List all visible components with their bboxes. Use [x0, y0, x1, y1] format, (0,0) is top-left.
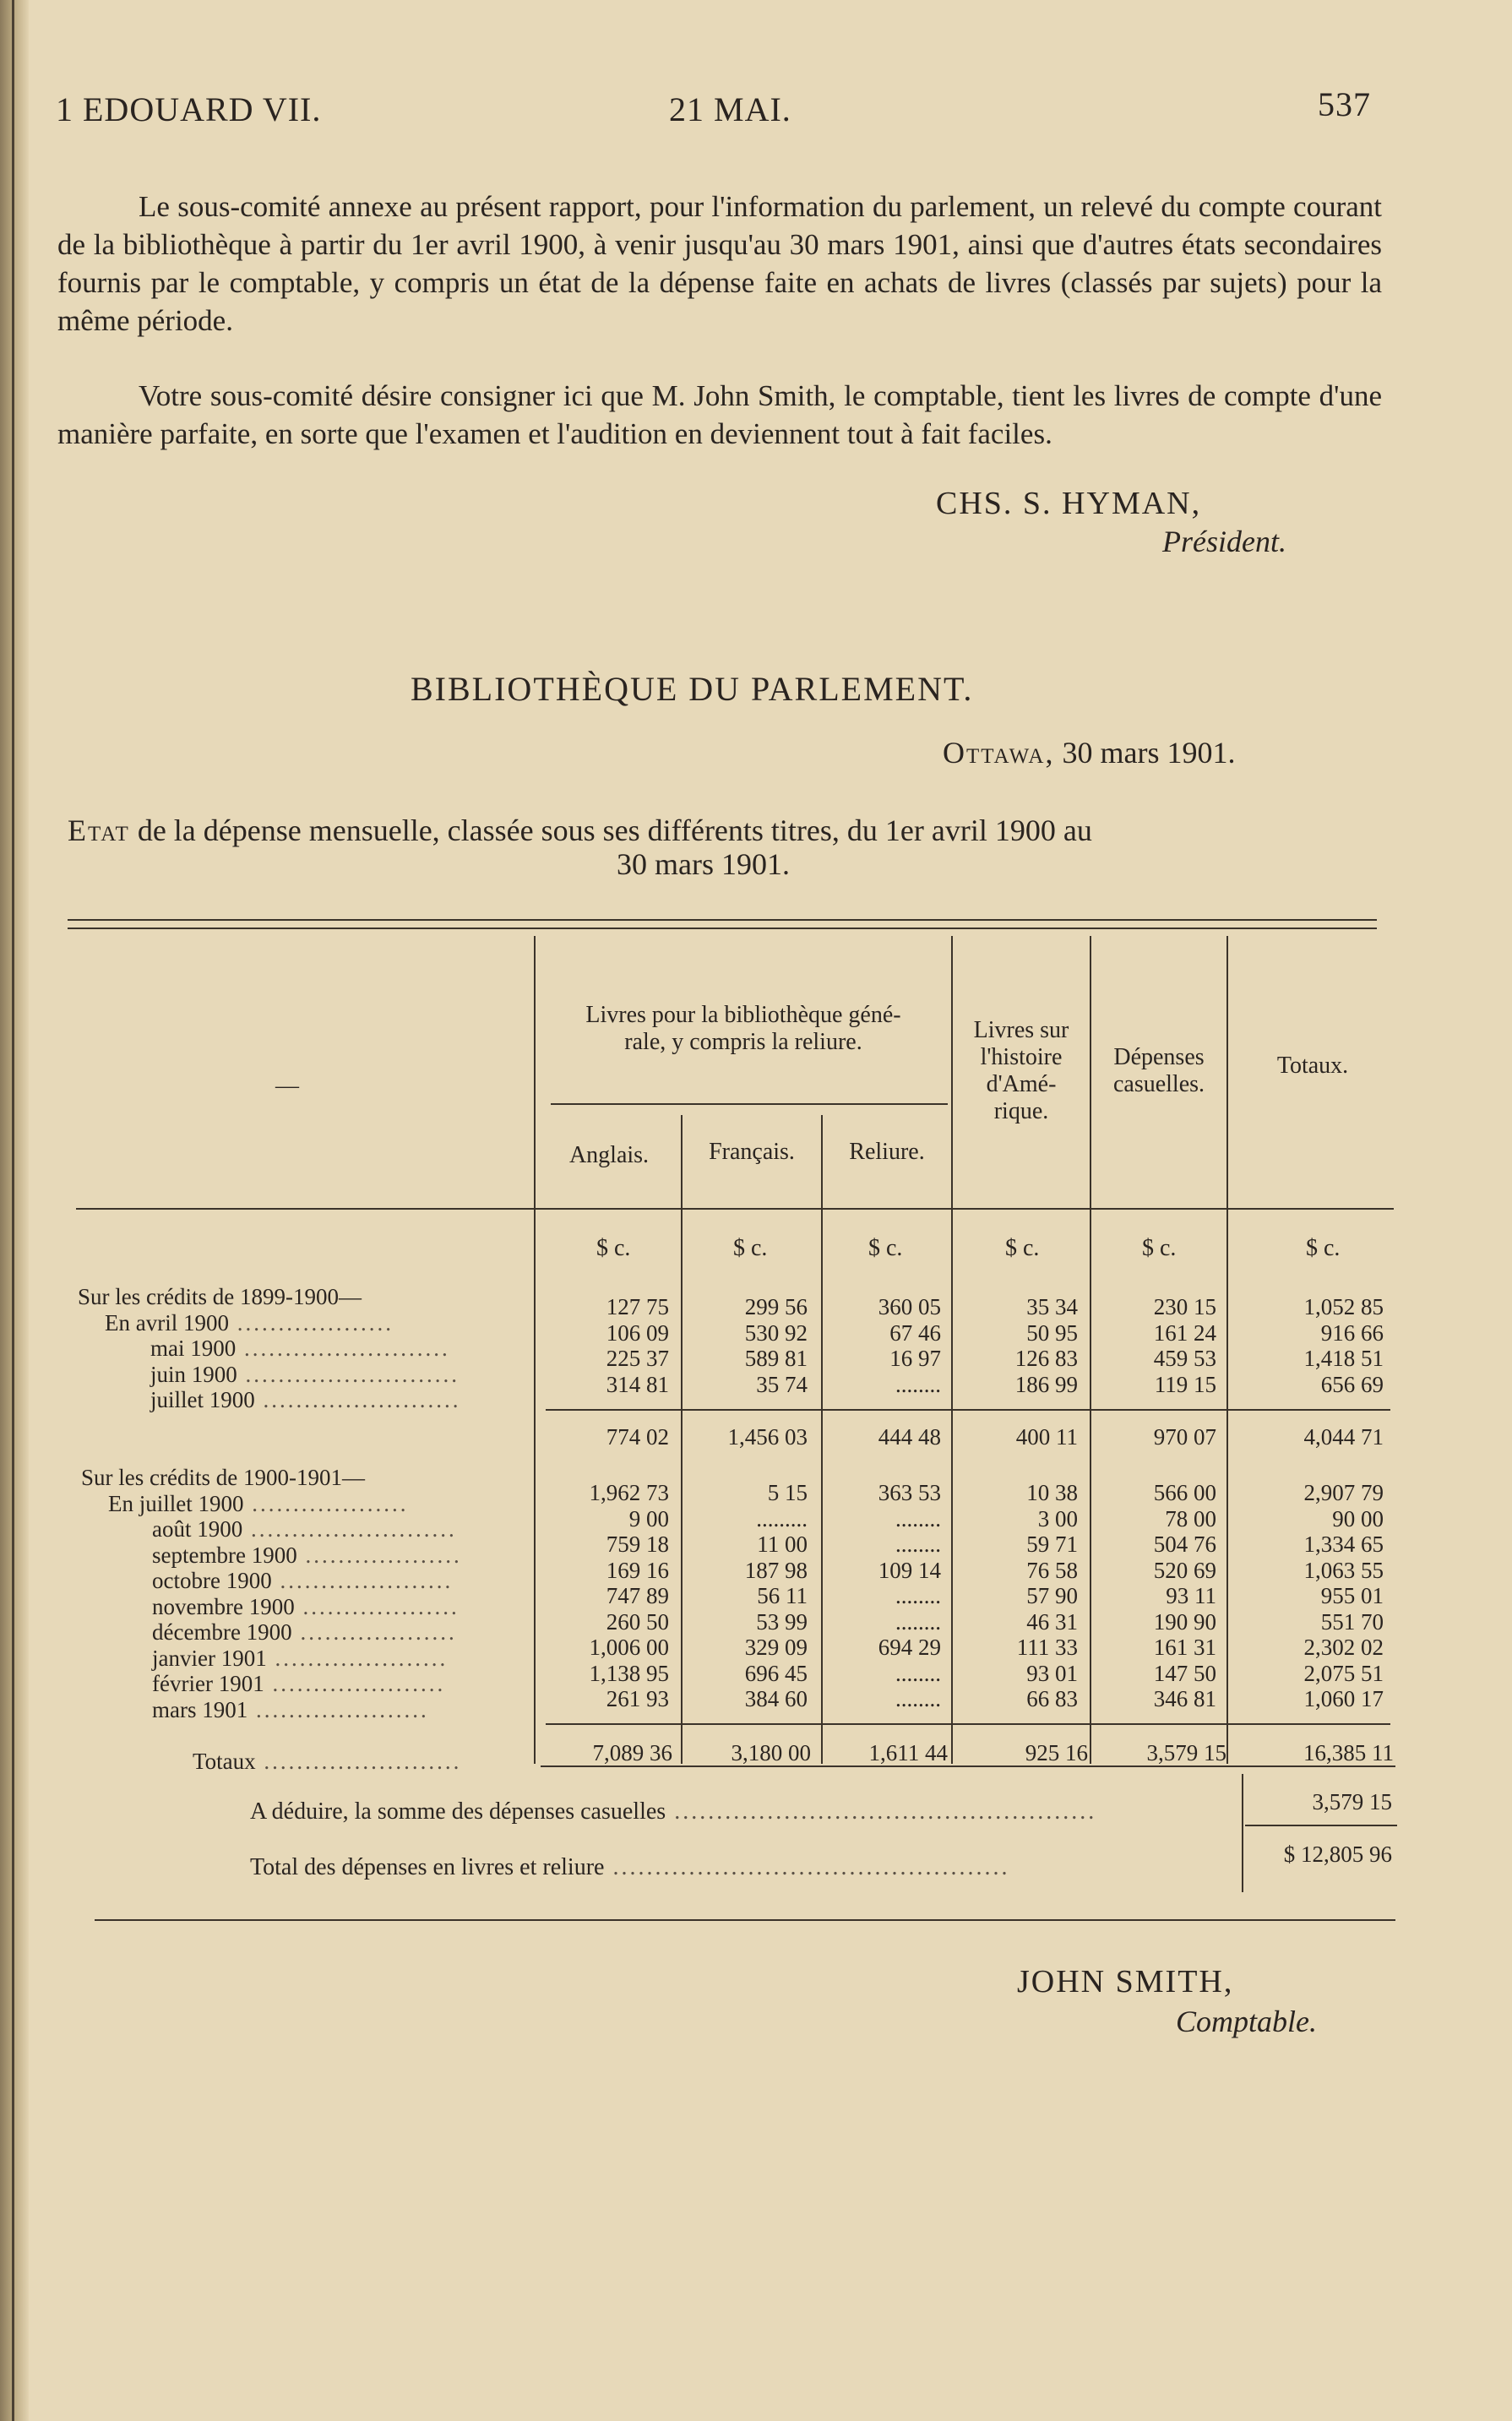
group2-casuelles-cell: 93 11: [1166, 1583, 1216, 1608]
group2-amerique-cell: 57 90: [1026, 1583, 1078, 1608]
group2-francais-cell: 696 45: [744, 1660, 808, 1686]
totals-label: Totaux ........................: [193, 1749, 462, 1774]
unit-amerique: $ c.: [1005, 1235, 1040, 1261]
accountant-name: JOHN SMITH,: [1017, 1964, 1234, 1999]
group2-reliure-cell: ........: [895, 1686, 941, 1711]
statement-text: de la dépense mensuelle, classée sous ses différents titres, du 1er avril 1900 au: [137, 813, 1092, 847]
group2-amerique-cell: 93 01: [1026, 1660, 1078, 1686]
row-label: août 1900 .........................: [152, 1516, 457, 1542]
group1-francais-cell: 35 74: [756, 1371, 808, 1397]
group1-anglais-values: [537, 1294, 669, 1397]
group1-casuelles-cell: 230 15: [1153, 1294, 1216, 1319]
group2-francais-cell: 56 11: [757, 1583, 808, 1608]
group2-anglais-cell: 1,006 00: [589, 1635, 669, 1660]
header-bottom-rule: [76, 1208, 1394, 1210]
row-label: mars 1901 .....................: [152, 1697, 429, 1722]
group2-amerique-cell: 111 33: [1016, 1635, 1078, 1660]
group1-totaux-cell: 1,052 85: [1303, 1294, 1384, 1319]
group2-reliure-cell: ........: [895, 1608, 941, 1635]
group2-amerique-cell: 46 31: [1026, 1608, 1078, 1635]
group-title-1899-1900: Sur les crédits de 1899-1900—: [78, 1284, 362, 1309]
group1-totaux-cell: 656 69: [1320, 1371, 1384, 1397]
group1-casuelles-cell: 161 24: [1153, 1319, 1216, 1346]
group2-totaux-cell: 1,060 17: [1303, 1686, 1384, 1711]
subtotal-amerique: 400 11: [1015, 1424, 1078, 1450]
group2-reliure-cell: ........: [895, 1505, 941, 1531]
group2-reliure-cell: 694 29: [878, 1635, 941, 1660]
group-title-1900-1901: Sur les crédits de 1900-1901—: [81, 1465, 365, 1490]
signatory-title: Président.: [1162, 525, 1286, 558]
group2-totaux-values: [1228, 1480, 1384, 1712]
group2-totaux-cell: 1,334 65: [1303, 1531, 1384, 1557]
row-label: décembre 1900 ...................: [152, 1619, 457, 1645]
group2-casuelles-cell: 504 76: [1153, 1531, 1216, 1557]
group2-anglais-cell: 1,962 73: [589, 1480, 669, 1505]
group1-francais-cell: 589 81: [744, 1346, 808, 1371]
paragraph-annexe: Le sous-comité annexe au présent rapport, pour l'information du parlement, un relevé du compte courant de la bibliothèque à partir du 1er avril 1900, à venir jusqu'au 30 mars 1901, ainsi que d'autres états secondaires fournis par le comptable, y compris un état de la dépense faite en achats de livres (classés par sujets) pour la même période.: [57, 190, 1382, 337]
col-header-francais: Français.: [709, 1139, 795, 1165]
deduct-label: A déduire, la somme des dépenses casuelles ..................................................: [250, 1798, 1097, 1825]
row-label: En juillet 1900 ...................: [108, 1491, 409, 1516]
subtotal-anglais: 774 02: [606, 1424, 669, 1450]
group1-anglais-cell: 225 37: [606, 1346, 669, 1371]
group2-reliure-cell: ........: [895, 1583, 941, 1608]
group2-totaux-cell: 90 00: [1332, 1505, 1384, 1531]
unit-casuelles: $ c.: [1142, 1235, 1177, 1261]
subtotal-casuelles: 970 07: [1153, 1424, 1216, 1450]
group2-francais-cell: 329 09: [744, 1635, 808, 1660]
accountant-title: Comptable.: [1176, 2005, 1317, 2038]
row-label: novembre 1900 ...................: [152, 1594, 460, 1619]
group2-totaux-cell: 1,063 55: [1303, 1557, 1384, 1583]
group1-casuelles-values: [1091, 1294, 1216, 1397]
group2-totaux-cell: 955 01: [1320, 1583, 1384, 1608]
group2-anglais-cell: 261 93: [606, 1686, 669, 1711]
col-separator: [534, 936, 536, 1764]
group2-casuelles-cell: 190 90: [1153, 1608, 1216, 1635]
group1-reliure-cell: 67 46: [889, 1319, 941, 1346]
row-label: En avril 1900 ...................: [105, 1310, 394, 1336]
row-label: février 1901 .....................: [152, 1671, 446, 1696]
group1-anglais-cell: 106 09: [606, 1319, 669, 1346]
group2-casuelles-cell: 346 81: [1153, 1686, 1216, 1711]
net-label: Total des dépenses en livres et reliure ...............................................: [250, 1854, 1010, 1880]
group1-amerique-cell: 35 34: [1026, 1294, 1078, 1319]
group2-totaux-cell: 2,907 79: [1303, 1480, 1384, 1505]
totals-casuelles: 3,579 15: [1146, 1740, 1226, 1765]
group2-francais-cell: 53 99: [756, 1608, 808, 1635]
group1-anglais-cell: 127 75: [606, 1294, 669, 1319]
group2-anglais-cell: 1,138 95: [589, 1660, 669, 1686]
group2-casuelles-cell: 78 00: [1165, 1505, 1216, 1531]
group2-amerique-cell: 10 38: [1026, 1480, 1078, 1505]
deduct-separator: [1242, 1774, 1243, 1892]
deduct-value: 3,579 15: [1312, 1789, 1392, 1814]
col-header-anglais: Anglais.: [568, 1142, 650, 1168]
net-value: $ 12,805 96: [1283, 1842, 1392, 1867]
group2-totaux-cell: 551 70: [1320, 1608, 1384, 1635]
unit-reliure: $ c.: [868, 1235, 903, 1261]
unit-francais: $ c.: [733, 1235, 768, 1261]
group2-totaux-cell: 2,075 51: [1303, 1660, 1384, 1686]
totals-rule: [546, 1723, 1390, 1725]
group2-anglais-cell: 747 89: [606, 1583, 669, 1608]
group2-amerique-cell: 3 00: [1037, 1505, 1078, 1531]
col-header-reliure: Reliure.: [849, 1139, 925, 1165]
paragraph-comptable: Votre sous-comité désire consigner ici que M. John Smith, le comptable, tient les livres de compte d'une manière parfaite, en sorte que l'examen et l'audition en deviennent tout à fait faciles.: [57, 379, 1382, 450]
group2-anglais-values: [537, 1480, 669, 1712]
statement-line-2: 30 mars 1901.: [617, 847, 790, 881]
group1-amerique-values: [953, 1294, 1078, 1397]
totals-totaux: 16,385 11: [1303, 1740, 1394, 1765]
group1-reliure-cell: 16 97: [889, 1346, 941, 1371]
deduct-rule: [1245, 1825, 1397, 1826]
table-top-rule-2: [68, 928, 1377, 929]
group1-francais-cell: 530 92: [744, 1319, 808, 1346]
group1-amerique-cell: 126 83: [1014, 1346, 1078, 1371]
group2-amerique-values: [953, 1480, 1078, 1712]
col-header-amerique: Livres sur l'histoire d'Amé- rique.: [973, 1017, 1069, 1124]
group1-totaux-cell: 916 66: [1320, 1319, 1384, 1346]
group2-reliure-cell: 109 14: [878, 1557, 941, 1583]
group1-totaux-values: [1228, 1294, 1384, 1397]
col-header-casuelles: Dépenses casuelles.: [1112, 1044, 1205, 1097]
group2-francais-cell: .........: [756, 1505, 808, 1531]
group2-casuelles-cell: 520 69: [1153, 1557, 1216, 1583]
group2-casuelles-values: [1091, 1480, 1216, 1712]
table-bottom-rule: [95, 1919, 1395, 1921]
unit-totaux: $ c.: [1306, 1235, 1341, 1261]
group2-francais-cell: 187 98: [744, 1557, 808, 1583]
group1-reliure-cell: 360 05: [878, 1294, 941, 1319]
group2-casuelles-cell: 147 50: [1153, 1660, 1216, 1686]
totals-francais: 3,180 00: [731, 1740, 811, 1765]
group2-francais-cell: 11 00: [757, 1531, 808, 1557]
section-title: BIBLIOTHÈQUE DU PARLEMENT.: [411, 670, 974, 708]
group1-casuelles-cell: 459 53: [1153, 1346, 1216, 1371]
unit-anglais: $ c.: [596, 1235, 631, 1261]
group-header: Livres pour la bibliothèque géné- rale, y compris la reliure.: [585, 1002, 901, 1055]
totals-anglais: 7,089 36: [592, 1740, 672, 1765]
group2-anglais-cell: 9 00: [628, 1505, 669, 1531]
group2-amerique-cell: 66 83: [1026, 1686, 1078, 1711]
group2-francais-cell: 384 60: [744, 1686, 808, 1711]
group2-reliure-cell: ........: [895, 1531, 941, 1557]
stub-header: —: [275, 1073, 299, 1099]
subtotal-totaux: 4,044 71: [1303, 1424, 1384, 1450]
row-label: juillet 1900 ........................: [150, 1387, 461, 1412]
table-top-rule: [68, 919, 1377, 921]
group1-francais-values: [683, 1294, 808, 1397]
group2-francais-values: [683, 1480, 808, 1712]
row-label: septembre 1900 ...................: [152, 1542, 462, 1568]
place: Ottawa,: [943, 736, 1055, 770]
group1-anglais-cell: 314 81: [606, 1371, 669, 1397]
group1-reliure-values: [823, 1294, 941, 1397]
group2-totaux-cell: 2,302 02: [1303, 1635, 1384, 1660]
row-label: mai 1900 .........................: [150, 1336, 450, 1361]
group1-amerique-cell: 50 95: [1026, 1319, 1078, 1346]
group2-amerique-cell: 59 71: [1026, 1531, 1078, 1557]
group2-francais-cell: 5 15: [767, 1480, 808, 1505]
date: 30 mars 1901.: [1062, 736, 1236, 770]
row-label: janvier 1901 .....................: [152, 1646, 449, 1671]
group1-totaux-cell: 1,418 51: [1303, 1346, 1384, 1371]
statement-line-1: [68, 813, 1092, 848]
header-session: 1 EDOUARD VII.: [56, 90, 322, 128]
subtotal-rule: [546, 1409, 1390, 1411]
group-header-rule: [551, 1103, 948, 1105]
binding-line: [12, 0, 14, 2421]
group2-reliure-values: [823, 1480, 941, 1712]
group2-anglais-cell: 260 50: [606, 1608, 669, 1635]
group1-casuelles-cell: 119 15: [1154, 1371, 1216, 1397]
group2-casuelles-cell: 161 31: [1153, 1635, 1216, 1660]
group1-amerique-cell: 186 99: [1014, 1371, 1078, 1397]
group2-reliure-cell: ........: [895, 1660, 941, 1686]
group2-anglais-cell: 759 18: [606, 1531, 669, 1557]
totals-bottom-rule: [541, 1765, 1395, 1767]
signatory-name: CHS. S. HYMAN,: [936, 486, 1202, 521]
col-header-totaux: Totaux.: [1276, 1053, 1349, 1079]
group2-reliure-cell: 363 53: [878, 1480, 941, 1505]
totals-amerique: 925 16: [1025, 1740, 1088, 1765]
row-label: octobre 1900 .....................: [152, 1568, 454, 1593]
page-number: 537: [1318, 85, 1371, 123]
page-edge: [0, 0, 29, 2421]
group2-amerique-cell: 76 58: [1026, 1557, 1078, 1583]
group1-francais-cell: 299 56: [744, 1294, 808, 1319]
group1-reliure-cell: ........: [895, 1371, 941, 1397]
group2-casuelles-cell: 566 00: [1153, 1480, 1216, 1505]
subtotal-francais: 1,456 03: [727, 1424, 808, 1450]
group2-anglais-cell: 169 16: [606, 1557, 669, 1583]
row-label: juin 1900 ..........................: [150, 1362, 460, 1387]
header-date: 21 MAI.: [669, 90, 791, 128]
subtotal-reliure: 444 48: [878, 1424, 941, 1450]
statement-lead: Etat: [68, 813, 130, 847]
totals-reliure: 1,611 44: [868, 1740, 948, 1765]
place-date: [943, 735, 1235, 770]
